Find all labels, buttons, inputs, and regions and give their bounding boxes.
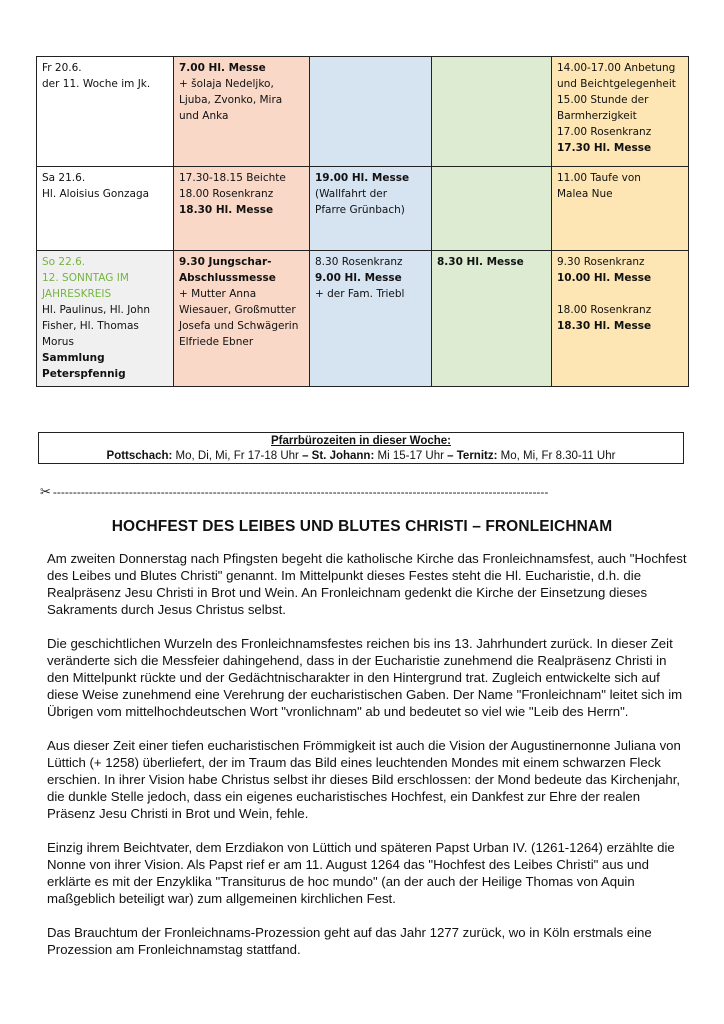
day-date: Fr 20.6. [42,62,82,74]
mass-entry: Abschlussmesse [179,272,276,284]
saints: Hl. Paulinus, Hl. John [42,304,151,316]
intention-entry: Josefa und Schwägerin [179,320,299,332]
hours-text: Mo, Di, Mi, Fr 17-18 Uhr [172,450,303,462]
mass-entry: 9.00 Hl. Messe [315,272,402,284]
saints: Morus [42,336,74,348]
separator: – [447,450,454,462]
mass-entry: 10.00 Hl. Messe [557,272,652,284]
intention-entry: + Mutter Anna [179,288,257,300]
saints: Fisher, Hl. Thomas [42,320,139,332]
parish-col-2-cell [174,57,310,167]
mass-entry: 18.30 Hl. Messe [179,204,274,216]
parish-col-3-cell [310,167,432,251]
office-hours-box [38,432,684,464]
mass-entry: 8.30 Hl. Messe [437,256,524,268]
intention-entry: + der Fam. Triebl [315,288,405,300]
event-entry: Malea Nue [557,188,613,200]
event-entry: 18.00 Rosenkranz [179,188,274,200]
cut-dashes: ---------------------------------------------------------------------------------------------------------------------------- [52,485,549,499]
separator: – [302,450,309,462]
hours-text: Mi 15-17 Uhr [374,450,448,462]
parish-label: St. Johann: [308,450,375,462]
event-entry: 17.00 Rosenkranz [557,126,652,138]
intention-entry: Ljuba, Zvonko, Mira [179,94,283,106]
office-hours-line [107,450,616,462]
scissors-icon: ✂ [40,485,51,499]
mass-entry: 17.30 Hl. Messe [557,142,652,154]
day-name: der 11. Woche im Jk. [42,78,151,90]
day-name: Hl. Aloisius Gonzaga [42,188,150,200]
schedule-row-friday [37,57,689,167]
intention-entry: Wiesauer, Großmutter [179,304,296,316]
mass-entry: 7.00 Hl. Messe [179,62,266,74]
event-entry: 11.00 Taufe von [557,172,641,184]
article-paragraph: Das Brauchtum der Fronleichnams-Prozession geht auf das Jahr 1277 zurück, wo in Köln erstmals eine Prozession am Fronleichnamstag stattfand. [47,925,652,957]
article-paragraph: Am zweiten Donnerstag nach Pfingsten begeht die katholische Kirche das Fronleichnamsfest, auch "Hochfest des Leibes und Blutes Christi" genannt. Im Mittelpunkt dieses Festes steht die Hl. Eucharistie, d.h. die Realpräsenz Jesu Christi in Brot und Wein. An Fronleichnam gedenkt die Kirche der Einsetzung dieses Sakraments durch Jesus Christus selbst. [47,551,687,617]
event-entry: 8.30 Rosenkranz [315,256,403,268]
parish-col-3-cell [310,251,432,387]
schedule-row-sunday [37,251,689,387]
parish-label: Pottschach: [106,450,173,462]
day-name: JAHRESKREIS [42,288,112,300]
day-name: 12. SONNTAG IM [42,272,129,284]
day-date: So 22.6. [42,256,86,268]
collection: Sammlung [42,352,105,364]
intention-entry: und Anka [179,110,229,122]
parish-col-5-cell [552,57,689,167]
mass-entry: 9.30 Jungschar- [179,256,272,268]
event-entry: Barmherzigkeit [557,110,637,122]
intention-entry: + šolaja Nedeljko, [179,78,274,90]
day-cell [37,251,174,387]
article-paragraph: Aus dieser Zeit einer tiefen eucharistischen Frömmigkeit ist auch die Vision der Augustinernonne Juliana von Lüttich (+ 1258) überliefert, der im Traum das Bild eines leuchtenden Mondes mit einem schwarzen Fleck erschien. In ihrer Vision habe Christus selbst ihr dieses Bild erschlossen: der Mond bedeute das Kirchenjahr, die dunkle Stelle jedoch, dass ein eigenes eucharistisches Hochfest, ein Dankfest zur Ehre der realen Präsenz Jesu Christi in Brot und Wein, fehle. [47,738,681,821]
event-entry: 9.30 Rosenkranz [557,256,645,268]
event-entry: 18.00 Rosenkranz [557,304,652,316]
event-entry: 14.00-17.00 Anbetung [557,62,676,74]
event-entry: 15.00 Stunde der [557,94,649,106]
event-entry: und Beichtgelegenheit [557,78,676,90]
intention-entry: Elfriede Ebner [179,336,254,348]
collection: Peterspfennig [42,368,126,380]
mass-entry: 19.00 Hl. Messe [315,172,410,184]
article-paragraph: Einzig ihrem Beichtvater, dem Erzdiakon von Lüttich und späteren Papst Urban IV. (1261-1264) erzählte die Nonne von ihrer Vision. Als Papst rief er am 11. August 1264 das "Hochfest des Leibes Christi" aus und erklärte es mit der Enzyklika "Transiturus de hoc mundo" (an der auch der Heilige Thomas von Aquin maßgeblich beteiligt war) zum allgemeinen kirchlichen Fest. [47,840,675,906]
parish-col-5-cell [552,167,689,251]
day-cell [37,57,174,167]
event-entry: 17.30-18.15 Beichte [179,172,286,184]
article-paragraph: Die geschichtlichen Wurzeln des Fronleichnamsfestes reichen bis ins 13. Jahrhundert zurück. In dieser Zeit veränderte sich die Messfeier dahingehend, dass in der Eucharistie zunehmend die Realpräsenz Christi in den Mittelpunkt rückte und der Gedächtnischarakter in den Hintergrund trat. Zugleich entwickelte sich auf diese Weise zunehmend eine Verehrung der eucharistischen Gaben. Der Name "Fronleichnam" leitet sich im Übrigen vom mittelhochdeutschen Wort "vronlichnam" ab und bedeutet so viel wie "Leib des Herrn". [47,636,683,719]
parish-col-2-cell [174,251,310,387]
parish-col-4-cell [432,251,552,387]
schedule-row-saturday [37,167,689,251]
event-entry: (Wallfahrt der [315,188,388,200]
day-date: Sa 21.6. [42,172,86,184]
hours-text: Mo, Mi, Fr 8.30-11 Uhr [497,450,616,462]
parish-col-5-cell [552,251,689,387]
day-cell [37,167,174,251]
office-hours-title: Pfarrbürozeiten in dieser Woche: [271,435,451,447]
spacer [557,286,683,302]
parish-col-2-cell [174,167,310,251]
parish-col-3-cell [310,57,432,167]
parish-col-4-cell [432,57,552,167]
schedule-table [36,56,689,387]
article-title: HOCHFEST DES LEIBES UND BLUTES CHRISTI – FRONLEICHNAM [111,518,613,535]
mass-entry: 18.30 Hl. Messe [557,320,652,332]
parish-col-4-cell [432,167,552,251]
event-entry: Pfarre Grünbach) [315,204,405,216]
cut-line [40,485,686,499]
article-body [47,550,687,975]
parish-label: Ternitz: [453,450,498,462]
